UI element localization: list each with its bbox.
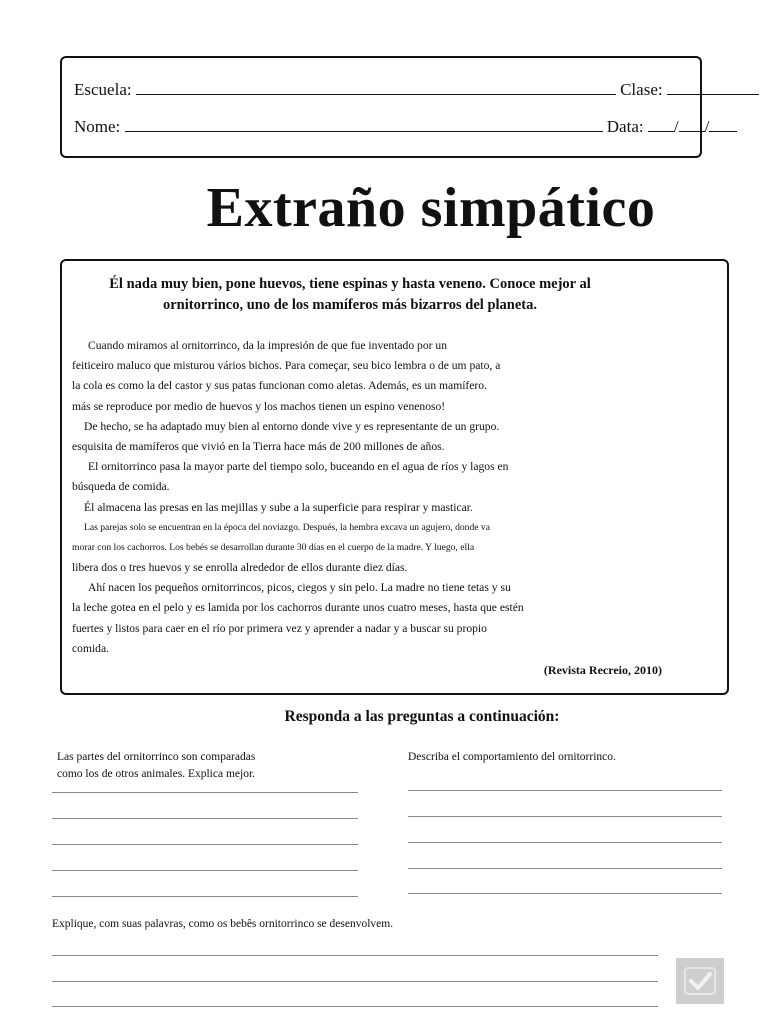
- body-line: fuertes y listos para caer en el río por primera vez y aprender a nadar y a buscar su propio: [72, 621, 487, 635]
- class-label: Clase:: [620, 80, 663, 99]
- answer-line-q2[interactable]: [408, 868, 722, 869]
- body-line: libera dos o tres huevos y se enrolla alrededor de ellos durante diez días.: [72, 561, 408, 575]
- school-label: Escuela:: [74, 80, 132, 99]
- answer-line-q2[interactable]: [408, 816, 722, 817]
- body-line: esquisita de mamíferos que vivió en la Tierra hace más de 200 millones de años.: [72, 439, 445, 453]
- name-label: Nome:: [74, 117, 121, 136]
- answer-line-q2[interactable]: [408, 790, 722, 791]
- date-day-field[interactable]: [648, 117, 674, 132]
- date-slash: /: [673, 117, 679, 136]
- body-line: la cola es como la del castor y sus patas funcionan como aletas. Además, es un mamífero.: [72, 379, 487, 393]
- source-citation: (Revista Recreio, 2010): [543, 663, 662, 677]
- body-line: De hecho, se ha adaptado muy bien al entorno donde vive y es representante de un grupo.: [84, 419, 500, 433]
- answer-line-q3[interactable]: [52, 981, 658, 982]
- article-body: [72, 336, 542, 659]
- page-title: Extraño simpático: [206, 177, 656, 239]
- body-line: la leche gotea en el pelo y es lamida por los cachorros durante unos cuatro meses, hasta que estén: [72, 601, 524, 615]
- answer-line-q1[interactable]: [52, 792, 358, 793]
- answer-line-q1[interactable]: [52, 870, 358, 871]
- question-1-line: como los de otros animales. Explica mejor.: [57, 768, 256, 780]
- school-field[interactable]: [136, 80, 616, 95]
- question-3: Explique, com suas palavras, como os bebês ornitorrinco se desenvolvem.: [52, 918, 394, 930]
- check-badge: [676, 958, 724, 1004]
- question-2: Describa el comportamiento del ornitorrinco.: [408, 751, 616, 763]
- date-label: Data:: [606, 117, 644, 136]
- name-field[interactable]: [125, 117, 603, 132]
- body-line: El ornitorrinco pasa la mayor parte del tiempo solo, buceando en el agua de ríos y lagos en: [88, 460, 509, 474]
- class-field[interactable]: [667, 80, 759, 95]
- date-slash: /: [704, 117, 710, 136]
- check-icon: [683, 966, 717, 996]
- answer-line-q2[interactable]: [408, 842, 722, 843]
- name-row: [74, 117, 737, 137]
- student-info-box: [60, 56, 702, 158]
- body-line: feiticeiro maluco que misturou vários bichos. Para começar, seu bico lembra o de um pato, a: [72, 359, 501, 373]
- date-month-field[interactable]: [679, 117, 705, 132]
- answer-line-q3[interactable]: [52, 1006, 658, 1007]
- question-1: [57, 749, 255, 783]
- body-line: Ahí nacen los pequeños ornitorrincos, picos, ciegos y sin pelo. La madre no tiene tetas y su: [88, 581, 511, 595]
- date-year-field[interactable]: [709, 117, 737, 132]
- body-line: más se reproduce por medio de huevos y los machos tienen un espino venenoso!: [72, 399, 446, 413]
- answer-line-q1[interactable]: [52, 818, 358, 819]
- body-line: búsqueda de comida.: [72, 480, 170, 494]
- body-line: Él almacena las presas en las mejillas y sube a la superficie para respirar y masticar.: [84, 500, 473, 514]
- body-line: Cuando miramos al ornitorrinco, da la impresión de que fue inventado por un: [88, 339, 447, 352]
- answer-line-q3[interactable]: [52, 955, 658, 956]
- instructions-heading: Responda a las preguntas a continuación:: [284, 708, 560, 725]
- body-line: comida.: [72, 641, 110, 655]
- answer-line-q2[interactable]: [408, 893, 722, 894]
- body-line: morar con los cachorros. Los bebés se desarrollan durante 30 días en el cuerpo de la madre. Y luego, ella: [72, 541, 475, 553]
- answer-line-q1[interactable]: [52, 844, 358, 845]
- body-line: Las parejas solo se encuentran en la época del noviazgo. Después, la hembra excava un agujero, donde va: [84, 521, 490, 533]
- answer-line-q1[interactable]: [52, 896, 358, 897]
- question-1-line: Las partes del ornitorrinco son comparadas: [57, 751, 256, 763]
- lead-paragraph: Él nada muy bien, pone huevos, tiene espinas y hasta veneno. Conoce mejor al ornitorrinco, uno de los mamíferos más bizarros del planeta.: [109, 276, 591, 313]
- school-row: [74, 80, 759, 100]
